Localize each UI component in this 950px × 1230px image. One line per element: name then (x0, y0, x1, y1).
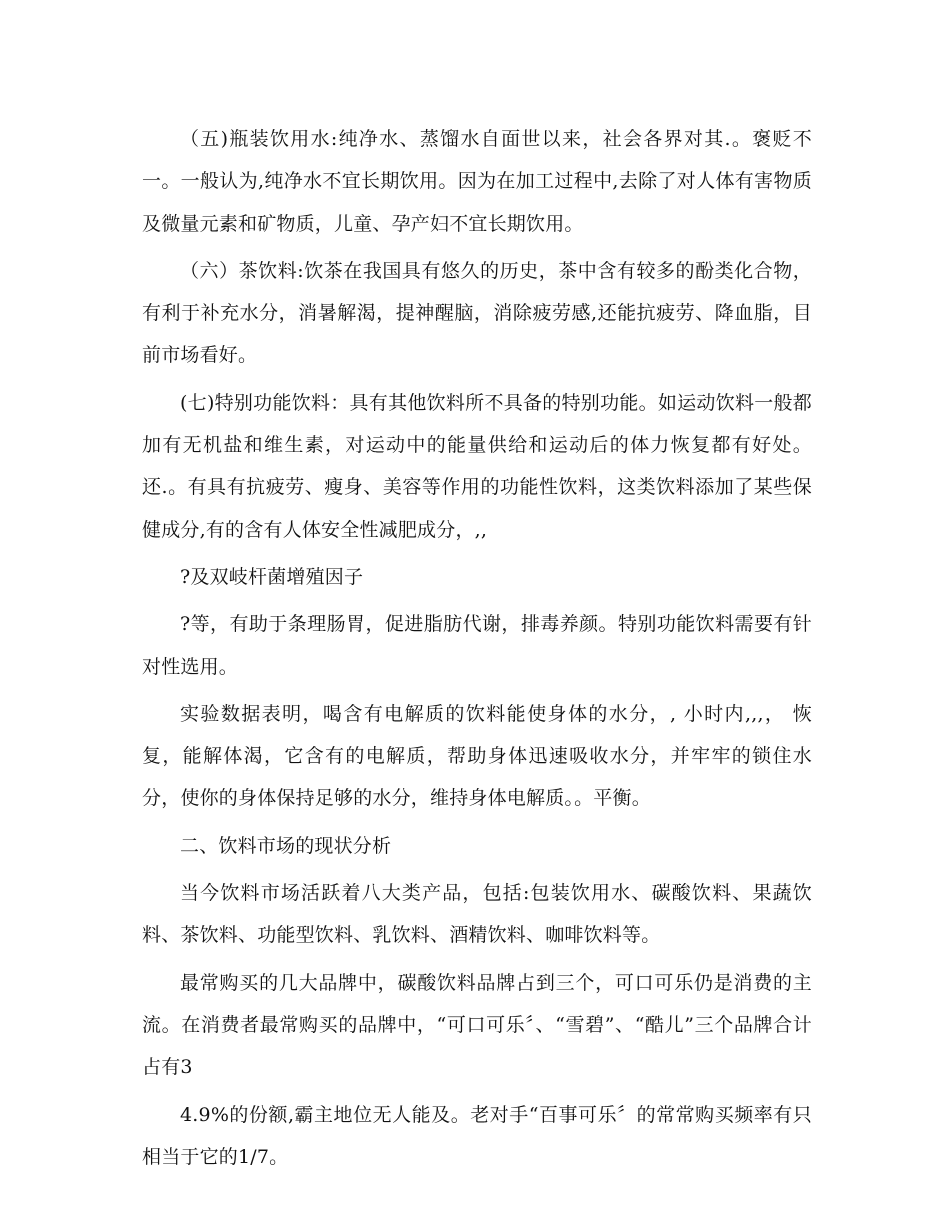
paragraph-brands: 最常购买的几大品牌中，碳酸饮料品牌占到三个，可口可乐仍是消费的主流。在消费者最常购买的品牌中，“可口可乐〞、“雪碧”、“酷儿”三个品牌合计占有3 (142, 971, 812, 1079)
paragraph-bifidobacteria-fragment: ?及双岐杆菌增殖因子 (180, 565, 364, 588)
paragraph-product-categories: 当今饮料市场活跃着八大类产品，包括:包装饮用水、碳酸饮料、果蔬饮料、茶饮料、功能型饮料、乳饮料、酒精饮料、咖啡饮料等。 (142, 882, 812, 947)
paragraph-electrolytes: 实验数据表明，喝含有电解质的饮料能使身体的水分，, 小时内,,,， 恢复，能解体渴，它含有的电解质，帮助身体迅速吸收水分，并牢牢的锁住水分，使你的身体保持足够的水分，维持身体电解质。。平衡。 (142, 702, 812, 810)
paragraph-market-share: 4.9%的份额,霸主地位无人能及。老对手“百事可乐〞的常常购买频率有只相当于它的1/7。 (142, 1103, 812, 1168)
section-heading-market-analysis: 二、饮料市场的现状分析 (180, 834, 392, 857)
paragraph-bottled-water: （五)瓶装饮用水:纯净水、蒸馏水自面世以来，社会各界对其.。褒贬不一。一般认为,纯净水不宜长期饮用。因为在加工过程中,去除了对人体有害物质及微量元素和矿物质，儿童、孕产妇不宜长期饮用。 (142, 128, 812, 235)
paragraph-functional-drinks: (七)特别功能饮料：具有其他饮料所不具备的特别功能。如运动饮料一般都加有无机盐和维生素，对运动中的能量供给和运动后的体力恢复都有好处。还.。有具有抗疲劳、瘦身、美容等作用的功能性饮料，这类饮料添加了某些保健成分,有的含有人体安全性减肥成分，,, (142, 391, 812, 541)
paragraph-functional-usage: ?等，有助于条理肠胃，促进脂肪代谢，排毒养颜。特别功能饮料需要有针对性选用。 (142, 613, 812, 678)
paragraph-tea-drinks: （六）茶饮料:饮茶在我国具有悠久的历史，茶中含有较多的酚类化合物，有利于补充水分，消暑解渴，提神醒脑，消除疲劳感,还能抗疲劳、降血脂，目前市场看好。 (142, 259, 812, 367)
document-body (142, 118, 812, 1183)
